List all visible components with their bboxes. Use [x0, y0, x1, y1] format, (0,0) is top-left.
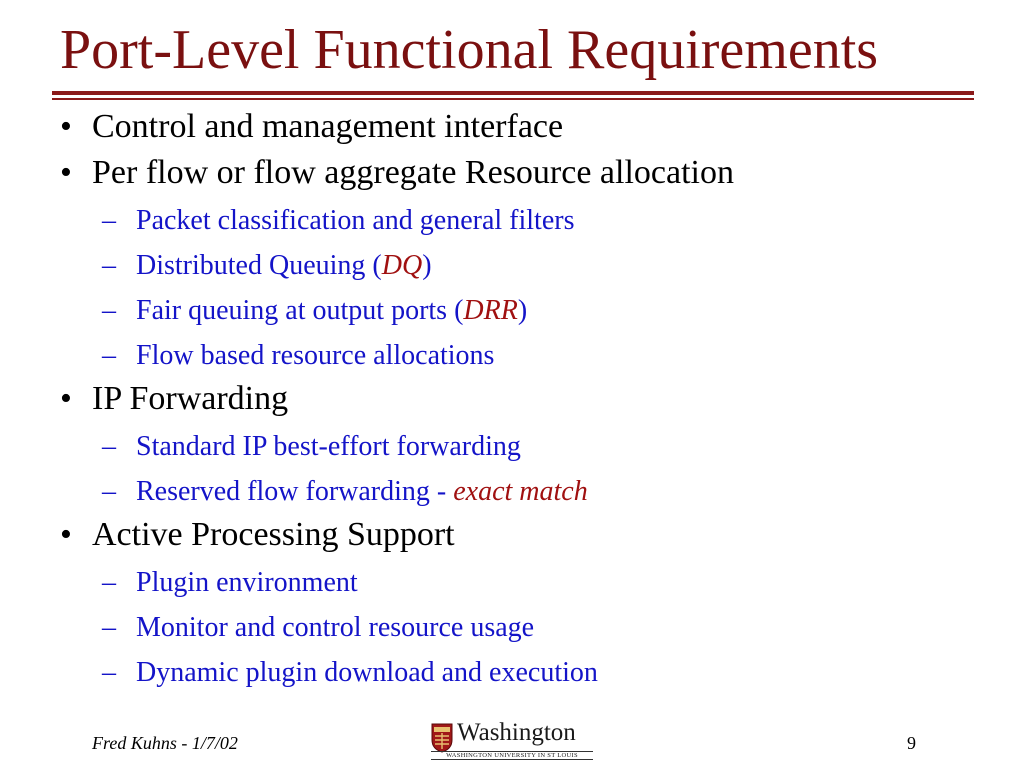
- bullet-text: Per flow or flow aggregate Resource allocation: [92, 154, 734, 191]
- title-rule-thin: [52, 98, 974, 100]
- sub-bullet-line: [136, 475, 588, 509]
- sub-bullet-marker: –: [102, 476, 116, 507]
- sub-bullet-line: [136, 294, 527, 328]
- title-rule-thick: [52, 91, 974, 95]
- sub-bullet-line: [136, 430, 521, 464]
- sub-bullet-text: Dynamic plugin download and execution: [136, 657, 598, 688]
- bullet-marker: •: [60, 380, 72, 417]
- sub-bullet-item: [60, 294, 980, 328]
- bullet-marker: •: [60, 154, 72, 191]
- bullet-marker: •: [60, 108, 72, 145]
- sub-bullet-marker: –: [102, 340, 116, 371]
- sub-bullet-text: Standard IP best-effort forwarding: [136, 431, 521, 462]
- sub-bullet-suffix: ): [422, 250, 432, 281]
- bullet-list: [60, 107, 980, 690]
- sub-bullet-suffix: ): [517, 295, 528, 326]
- sub-bullet-item: [60, 475, 980, 509]
- sub-bullet-item: [60, 339, 980, 373]
- bullet-item: [60, 379, 980, 419]
- sub-bullet-line: [136, 249, 432, 283]
- sub-bullet-text: Plugin environment: [136, 567, 358, 598]
- sub-bullet-item: [60, 204, 980, 238]
- bullet-text: IP Forwarding: [92, 380, 289, 417]
- bullet-marker: •: [60, 516, 72, 553]
- footer-author-date: Fred Kuhns - 1/7/02: [92, 733, 238, 753]
- sub-bullet-text: Packet classification and general filters: [136, 205, 575, 236]
- washington-university-logo: [431, 719, 593, 760]
- bullet-item: [60, 107, 980, 147]
- sub-bullet-text: Fair queuing at output ports (: [136, 295, 464, 326]
- sub-bullet-marker: –: [102, 205, 116, 236]
- logo-subtitle: WASHINGTON UNIVERSITY IN ST LOUIS: [431, 751, 593, 760]
- shield-icon: [431, 723, 453, 753]
- sub-bullet-line: [136, 339, 494, 373]
- sub-bullet-marker: –: [102, 657, 116, 688]
- sub-bullet-item: [60, 430, 980, 464]
- sub-bullet-item: [60, 249, 980, 283]
- sub-bullet-marker: –: [102, 612, 116, 643]
- sub-bullet-text: Flow based resource allocations: [136, 340, 495, 371]
- sub-bullet-text: Monitor and control resource usage: [136, 612, 535, 643]
- sub-bullet-text: Reserved flow forwarding -: [136, 476, 454, 507]
- emphasis-text: DRR: [463, 295, 518, 326]
- slide-title: Port-Level Functional Requirements: [60, 19, 879, 81]
- sub-bullet-text: Distributed Queuing (: [136, 250, 382, 281]
- logo-name: Washington: [457, 719, 576, 746]
- bullet-text: Control and management interface: [92, 108, 564, 145]
- sub-bullet-line: [136, 611, 534, 645]
- sub-bullet-item: [60, 611, 980, 645]
- sub-bullet-line: [136, 656, 598, 690]
- sub-bullet-line: [136, 204, 574, 238]
- sub-bullet-item: [60, 656, 980, 690]
- sub-bullet-marker: –: [102, 295, 116, 326]
- emphasis-text: exact match: [453, 476, 588, 507]
- page-number: 9: [907, 733, 916, 753]
- sub-bullet-line: [136, 566, 358, 600]
- bullet-item: [60, 153, 980, 193]
- sub-bullet-item: [60, 566, 980, 600]
- sub-bullet-marker: –: [102, 431, 116, 462]
- bullet-text: Active Processing Support: [92, 516, 455, 553]
- sub-bullet-marker: –: [102, 250, 116, 281]
- bullet-item: [60, 515, 980, 555]
- sub-bullet-marker: –: [102, 567, 116, 598]
- emphasis-text: DQ: [381, 250, 423, 281]
